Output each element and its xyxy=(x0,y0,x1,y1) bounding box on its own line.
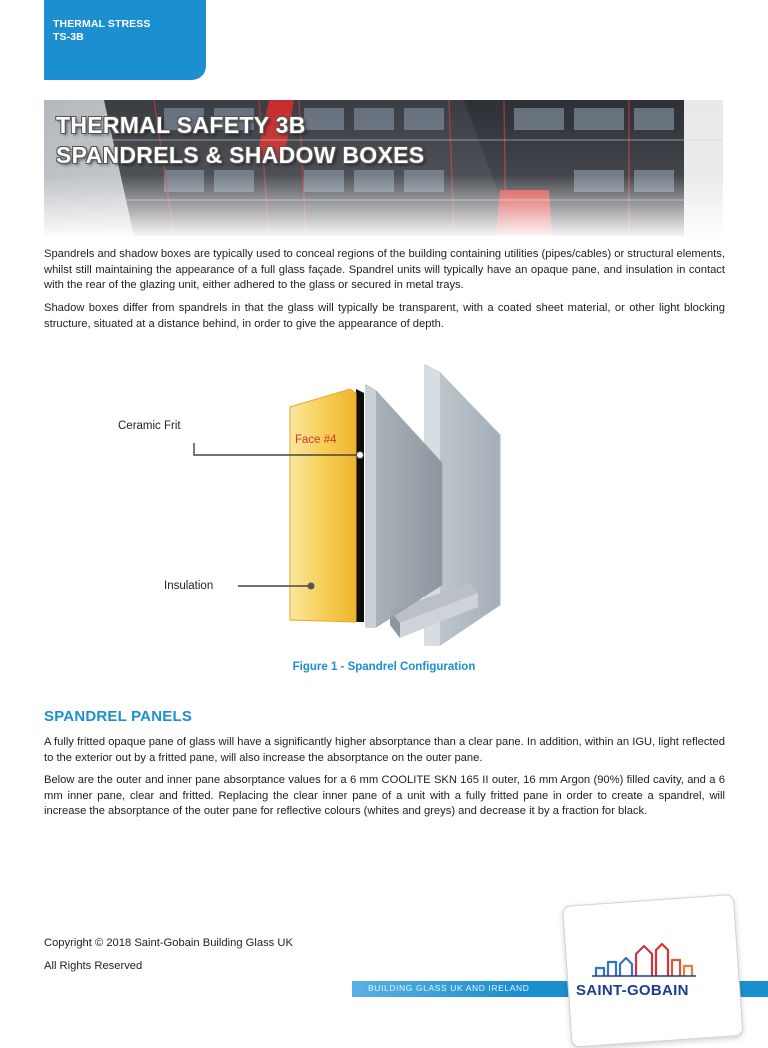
ceramic-frit-label: Ceramic Frit xyxy=(118,420,181,432)
logo-wordmark: SAINT-GOBAIN xyxy=(576,982,689,999)
face-4-label: Face #4 xyxy=(295,434,337,446)
document-code: TS-3B xyxy=(53,31,84,43)
figure-caption: Figure 1 - Spandrel Configuration xyxy=(292,661,476,673)
hero-title-line-1: THERMAL SAFETY 3B xyxy=(56,112,306,138)
ceramic-frit-layer xyxy=(356,389,364,622)
intro-paragraph-2: Shadow boxes differ from spandrels in that the glass will typically be transparent, with a coated sheet material, or other light blocking structure, situated at a distance behind, in order to give the appearance of depth. xyxy=(44,302,725,330)
document-code-tab xyxy=(44,0,206,80)
rights-text: All Rights Reserved xyxy=(44,960,143,972)
copyright-text: Copyright © 2018 Saint-Gobain Building Glass UK xyxy=(44,937,293,949)
logo-skyline-icon xyxy=(574,940,724,984)
insulation-leader-dot xyxy=(308,583,315,590)
insulation-label: Insulation xyxy=(164,580,214,592)
intro-paragraph-1: Spandrels and shadow boxes are typically used to conceal regions of the building containing utilities (pipes/cables) or structural elements, whilst still maintaining the appearance of a full glass façade. Spandrel units will typically have an opaque pane, and insulation in contact with the rear of the glazing unit, either adhered to the glass or secured in metal trays. xyxy=(44,248,725,291)
hero-title-line-2: SPANDRELS & SHADOW BOXES xyxy=(56,142,425,168)
saint-gobain-logo xyxy=(574,940,724,1010)
hero-banner xyxy=(44,100,723,236)
section-heading: SPANDREL PANELS xyxy=(44,708,193,725)
section-paragraph-2: Below are the outer and inner pane absorptance values for a 6 mm COOLITE SKN 165 II outer, 16 mm Argon (90%) filled cavity, and a 6 mm inner pane, clear and fritted. Replacing the clear inner pane of a unit with a fully fritted pane in order to create a spandrel, will increase the absorptance of the outer pane for reflective colours (whites and greys) and decrease it by a fraction for black. xyxy=(44,774,725,817)
document-category: THERMAL STRESS xyxy=(53,18,151,30)
section-paragraph-1: A fully fritted opaque pane of glass will have a significantly higher absorptance than a clear pane. In addition, within an IGU, light reflected to the exterior out by a fritted pane, will also increase the absorptance on the outer pane. xyxy=(44,736,725,764)
insulation-block xyxy=(290,389,356,622)
footer-band-text: BUILDING GLASS UK AND IRELAND xyxy=(368,983,530,993)
spandrel-diagram xyxy=(0,355,768,655)
frit-leader-dot xyxy=(357,452,364,459)
inner-pane-edge xyxy=(366,385,376,627)
